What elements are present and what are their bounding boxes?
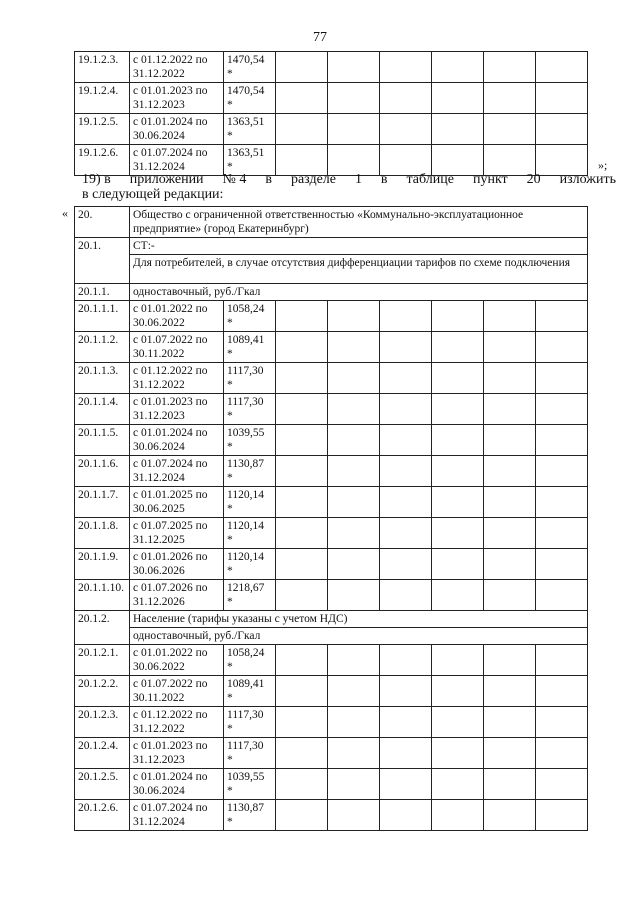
empty-cell xyxy=(328,83,380,114)
empty-cell xyxy=(432,800,484,831)
empty-cell xyxy=(484,580,536,611)
tariff-value: 1117,30 * xyxy=(224,394,276,425)
tariff-value: 1218,67 * xyxy=(224,580,276,611)
period-cell xyxy=(130,301,224,332)
tariff-row xyxy=(75,425,588,456)
period-start: с 01.07.2022 по xyxy=(133,334,208,346)
period-end: 30.06.2025 xyxy=(133,503,185,515)
tariff-value: 1470,54 * xyxy=(224,52,276,83)
row-code: 19.1.2.5. xyxy=(75,114,130,145)
empty-cell xyxy=(328,645,380,676)
tariff-value: 1120,14 * xyxy=(224,549,276,580)
row-code: 20.1.1.5. xyxy=(75,425,130,456)
organization-name: Общество с ограниченной ответственностью «Коммунально-эксплуатационное предприятие» (город Екатеринбург) xyxy=(130,207,588,238)
empty-cell xyxy=(484,394,536,425)
empty-cell xyxy=(536,456,588,487)
empty-cell xyxy=(380,769,432,800)
empty-cell xyxy=(276,518,328,549)
empty-cell xyxy=(432,114,484,145)
org-header-row xyxy=(75,207,588,238)
empty-cell xyxy=(276,394,328,425)
empty-cell xyxy=(328,707,380,738)
empty-cell xyxy=(328,394,380,425)
empty-cell xyxy=(328,580,380,611)
tariff-value: 1058,24 * xyxy=(224,645,276,676)
paragraph-word: в xyxy=(265,172,272,187)
tariff-value: 1058,24 * xyxy=(224,301,276,332)
empty-cell xyxy=(536,394,588,425)
tariff-row xyxy=(75,487,588,518)
empty-cell xyxy=(432,332,484,363)
closing-quote: »; xyxy=(598,158,608,172)
empty-cell xyxy=(484,518,536,549)
tariff-value: 1089,41 * xyxy=(224,332,276,363)
empty-cell xyxy=(328,676,380,707)
group-header-row xyxy=(75,284,588,301)
empty-cell xyxy=(432,769,484,800)
period-start: с 01.01.2023 по xyxy=(133,740,208,752)
empty-cell xyxy=(380,738,432,769)
empty-cell xyxy=(432,707,484,738)
period-cell xyxy=(130,394,224,425)
period-start: с 01.01.2024 по xyxy=(133,771,208,783)
empty-cell xyxy=(380,456,432,487)
empty-cell xyxy=(276,676,328,707)
period-start: с 01.07.2026 по xyxy=(133,582,208,594)
empty-cell xyxy=(380,83,432,114)
empty-cell xyxy=(536,425,588,456)
empty-cell xyxy=(276,549,328,580)
empty-cell xyxy=(380,301,432,332)
paragraph-word: в xyxy=(380,172,388,187)
empty-cell xyxy=(536,487,588,518)
row-code: 20.1.1.3. xyxy=(75,363,130,394)
empty-cell xyxy=(536,363,588,394)
empty-cell xyxy=(380,363,432,394)
empty-cell xyxy=(380,332,432,363)
rate-type-row xyxy=(75,628,588,645)
empty-cell xyxy=(380,549,432,580)
tariff-row xyxy=(75,707,588,738)
empty-cell xyxy=(484,332,536,363)
empty-cell xyxy=(380,676,432,707)
empty-cell xyxy=(380,425,432,456)
subsection-row xyxy=(75,238,588,255)
tariff-value: 1039,55 * xyxy=(224,425,276,456)
empty-cell xyxy=(328,800,380,831)
tariff-row xyxy=(75,394,588,425)
empty-cell xyxy=(536,707,588,738)
tariff-row xyxy=(75,769,588,800)
tariff-row xyxy=(75,580,588,611)
period-cell xyxy=(130,580,224,611)
empty-cell xyxy=(536,52,588,83)
row-code: 20. xyxy=(75,207,130,238)
period-cell xyxy=(130,549,224,580)
empty-cell xyxy=(276,769,328,800)
row-code: 20.1.1.9. xyxy=(75,549,130,580)
empty-cell xyxy=(380,145,432,176)
empty-cell xyxy=(536,83,588,114)
empty-cell xyxy=(484,645,536,676)
period-end: 31.12.2022 xyxy=(133,68,185,80)
period-start: с 01.07.2022 по xyxy=(133,678,208,690)
empty-cell xyxy=(276,145,328,176)
period-start: с 01.12.2022 по xyxy=(133,709,208,721)
row-code: 20.1.1.1. xyxy=(75,301,130,332)
period-start: с 01.07.2024 по xyxy=(133,802,208,814)
period-end: 30.11.2022 xyxy=(133,692,185,704)
tariff-value: 1120,14 * xyxy=(224,518,276,549)
empty-cell xyxy=(536,676,588,707)
empty-cell xyxy=(484,114,536,145)
row-code: 20.1.2.5. xyxy=(75,769,130,800)
period-end: 31.12.2023 xyxy=(133,754,185,766)
tariff-row xyxy=(75,83,588,114)
empty-cell xyxy=(380,518,432,549)
row-code: 20.1.2. xyxy=(75,611,130,645)
row-code: 19.1.2.4. xyxy=(75,83,130,114)
period-cell xyxy=(130,332,224,363)
tariff-value: 1363,51 * xyxy=(224,145,276,176)
empty-cell xyxy=(380,580,432,611)
empty-cell xyxy=(536,645,588,676)
empty-cell xyxy=(380,394,432,425)
empty-cell xyxy=(276,425,328,456)
period-cell xyxy=(130,114,224,145)
empty-cell xyxy=(380,487,432,518)
empty-cell xyxy=(432,738,484,769)
empty-cell xyxy=(536,145,588,176)
tariff-row xyxy=(75,549,588,580)
empty-cell xyxy=(276,332,328,363)
empty-cell xyxy=(536,738,588,769)
row-code: 20.1.2.4. xyxy=(75,738,130,769)
empty-cell xyxy=(328,114,380,145)
period-end: 30.06.2026 xyxy=(133,565,185,577)
empty-cell xyxy=(484,800,536,831)
tariff-value: 1120,14 * xyxy=(224,487,276,518)
empty-cell xyxy=(484,145,536,176)
tariff-value: 1117,30 * xyxy=(224,738,276,769)
period-end: 30.06.2024 xyxy=(133,130,185,142)
empty-cell xyxy=(328,769,380,800)
period-end: 31.12.2023 xyxy=(133,99,185,111)
empty-cell xyxy=(380,800,432,831)
empty-cell xyxy=(432,487,484,518)
empty-cell xyxy=(276,800,328,831)
period-cell xyxy=(130,769,224,800)
tariff-value: 1130,87 * xyxy=(224,800,276,831)
tariff-value: 1470,54 * xyxy=(224,83,276,114)
empty-cell xyxy=(380,645,432,676)
empty-cell xyxy=(328,738,380,769)
period-cell xyxy=(130,707,224,738)
empty-cell xyxy=(432,518,484,549)
period-start: с 01.12.2022 по xyxy=(133,365,208,377)
empty-cell xyxy=(484,425,536,456)
period-cell xyxy=(130,83,224,114)
empty-cell xyxy=(484,363,536,394)
empty-cell xyxy=(432,456,484,487)
empty-cell xyxy=(484,487,536,518)
top-tariff-table xyxy=(74,51,588,176)
row-code: 20.1. xyxy=(75,238,130,284)
period-end: 30.11.2022 xyxy=(133,348,185,360)
row-code: 20.1.2.3. xyxy=(75,707,130,738)
empty-cell xyxy=(536,114,588,145)
tariff-row xyxy=(75,676,588,707)
period-end: 31.12.2022 xyxy=(133,723,185,735)
empty-cell xyxy=(328,425,380,456)
period-end: 31.12.2026 xyxy=(133,596,185,608)
paragraph-line-1 xyxy=(82,172,616,187)
empty-cell xyxy=(432,301,484,332)
empty-cell xyxy=(380,707,432,738)
tariff-row xyxy=(75,518,588,549)
empty-cell xyxy=(432,645,484,676)
period-end: 30.06.2024 xyxy=(133,441,185,453)
period-start: с 01.07.2024 по xyxy=(133,458,208,470)
empty-cell xyxy=(432,363,484,394)
opening-quote: « xyxy=(62,206,68,220)
paragraph-word: приложении xyxy=(129,172,204,187)
period-start: с 01.01.2022 по xyxy=(133,303,208,315)
empty-cell xyxy=(328,332,380,363)
period-cell xyxy=(130,456,224,487)
paragraph-word: 1 xyxy=(354,172,362,187)
row-code: 20.1.1. xyxy=(75,284,130,301)
period-end: 31.12.2024 xyxy=(133,472,185,484)
period-end: 31.12.2025 xyxy=(133,534,185,546)
consumer-note-row xyxy=(75,255,588,284)
consumer-note: Для потребителей, в случае отсутствия дифференциации тарифов по схеме подключения xyxy=(130,255,588,284)
row-code: 19.1.2.3. xyxy=(75,52,130,83)
empty-cell xyxy=(380,52,432,83)
period-end: 30.06.2022 xyxy=(133,317,185,329)
empty-cell xyxy=(484,549,536,580)
tariff-row xyxy=(75,332,588,363)
empty-cell xyxy=(484,707,536,738)
empty-cell xyxy=(276,114,328,145)
paragraph-word: разделе xyxy=(290,172,336,187)
period-cell xyxy=(130,487,224,518)
empty-cell xyxy=(432,549,484,580)
empty-cell xyxy=(536,549,588,580)
paragraph-word: изложить xyxy=(559,172,616,187)
main-tariff-table xyxy=(74,206,588,831)
empty-cell xyxy=(276,487,328,518)
empty-cell xyxy=(328,363,380,394)
paragraph-word: № 4 xyxy=(222,172,247,187)
empty-cell xyxy=(328,487,380,518)
period-cell xyxy=(130,645,224,676)
tariff-value: 1117,30 * xyxy=(224,363,276,394)
period-start: с 01.01.2022 по xyxy=(133,647,208,659)
empty-cell xyxy=(276,363,328,394)
empty-cell xyxy=(276,83,328,114)
period-cell xyxy=(130,52,224,83)
tariff-value: 1363,51 * xyxy=(224,114,276,145)
row-code: 20.1.1.8. xyxy=(75,518,130,549)
empty-cell xyxy=(432,394,484,425)
period-cell xyxy=(130,676,224,707)
empty-cell xyxy=(276,645,328,676)
row-code: 20.1.1.4. xyxy=(75,394,130,425)
empty-cell xyxy=(432,676,484,707)
period-start: с 01.01.2023 по xyxy=(133,396,208,408)
amendment-paragraph xyxy=(82,172,616,202)
period-cell xyxy=(130,145,224,176)
paragraph-line-2: в следующей редакции: xyxy=(82,187,224,202)
tariff-row xyxy=(75,114,588,145)
row-code: 20.1.1.10. xyxy=(75,580,130,611)
empty-cell xyxy=(276,738,328,769)
period-end: 31.12.2024 xyxy=(133,816,185,828)
empty-cell xyxy=(380,114,432,145)
period-cell xyxy=(130,800,224,831)
period-end: 31.12.2022 xyxy=(133,379,185,391)
empty-cell xyxy=(328,52,380,83)
period-start: с 01.01.2026 по xyxy=(133,551,208,563)
tariff-row xyxy=(75,301,588,332)
period-end: 30.06.2022 xyxy=(133,661,185,673)
tariff-row xyxy=(75,738,588,769)
period-start: с 01.12.2022 по xyxy=(133,54,208,66)
period-start: с 01.01.2024 по xyxy=(133,427,208,439)
period-start: с 01.01.2024 по xyxy=(133,116,208,128)
row-code: 20.1.1.2. xyxy=(75,332,130,363)
period-start: с 01.01.2023 по xyxy=(133,85,208,97)
tariff-row xyxy=(75,800,588,831)
empty-cell xyxy=(432,425,484,456)
period-end: 31.12.2023 xyxy=(133,410,185,422)
empty-cell xyxy=(328,301,380,332)
empty-cell xyxy=(536,769,588,800)
group-header-row xyxy=(75,611,588,628)
row-code: 20.1.2.2. xyxy=(75,676,130,707)
empty-cell xyxy=(484,301,536,332)
empty-cell xyxy=(276,707,328,738)
period-cell xyxy=(130,363,224,394)
row-code: 19.1.2.6. xyxy=(75,145,130,176)
empty-cell xyxy=(536,800,588,831)
period-cell xyxy=(130,425,224,456)
empty-cell xyxy=(432,145,484,176)
tariff-row xyxy=(75,363,588,394)
tariff-row xyxy=(75,145,588,176)
paragraph-word: пункт xyxy=(472,172,508,187)
period-cell xyxy=(130,738,224,769)
empty-cell xyxy=(536,332,588,363)
tariff-row xyxy=(75,52,588,83)
tariff-value: 1117,30 * xyxy=(224,707,276,738)
tariff-row xyxy=(75,456,588,487)
empty-cell xyxy=(328,518,380,549)
tariff-row xyxy=(75,645,588,676)
empty-cell xyxy=(432,580,484,611)
empty-cell xyxy=(276,580,328,611)
empty-cell xyxy=(484,52,536,83)
period-start: с 01.07.2024 по xyxy=(133,147,208,159)
empty-cell xyxy=(536,518,588,549)
empty-cell xyxy=(432,83,484,114)
empty-cell xyxy=(484,738,536,769)
empty-cell xyxy=(328,456,380,487)
rate-type-label: одноставочный, руб./Гкал xyxy=(130,628,588,645)
row-code: 20.1.2.1. xyxy=(75,645,130,676)
empty-cell xyxy=(484,769,536,800)
paragraph-word: 19) в xyxy=(82,172,111,187)
ct-label: СТ:- xyxy=(130,238,588,255)
page-number: 77 xyxy=(313,30,327,45)
empty-cell xyxy=(276,52,328,83)
empty-cell xyxy=(276,301,328,332)
period-start: с 01.07.2025 по xyxy=(133,520,208,532)
tariff-value: 1130,87 * xyxy=(224,456,276,487)
empty-cell xyxy=(328,549,380,580)
row-code: 20.1.1.7. xyxy=(75,487,130,518)
population-label: Население (тарифы указаны с учетом НДС) xyxy=(130,611,588,628)
period-end: 30.06.2024 xyxy=(133,785,185,797)
empty-cell xyxy=(536,301,588,332)
empty-cell xyxy=(328,145,380,176)
empty-cell xyxy=(432,52,484,83)
row-code: 20.1.2.6. xyxy=(75,800,130,831)
rate-type-label: одноставочный, руб./Гкал xyxy=(130,284,588,301)
row-code: 20.1.1.6. xyxy=(75,456,130,487)
empty-cell xyxy=(484,83,536,114)
paragraph-word: 20 xyxy=(526,172,541,187)
tariff-value: 1089,41 * xyxy=(224,676,276,707)
empty-cell xyxy=(276,456,328,487)
tariff-value: 1039,55 * xyxy=(224,769,276,800)
empty-cell xyxy=(536,580,588,611)
period-end: 31.12.2024 xyxy=(133,161,185,173)
period-start: с 01.01.2025 по xyxy=(133,489,208,501)
empty-cell xyxy=(484,456,536,487)
empty-cell xyxy=(484,676,536,707)
period-cell xyxy=(130,518,224,549)
paragraph-word: таблице xyxy=(406,172,454,187)
